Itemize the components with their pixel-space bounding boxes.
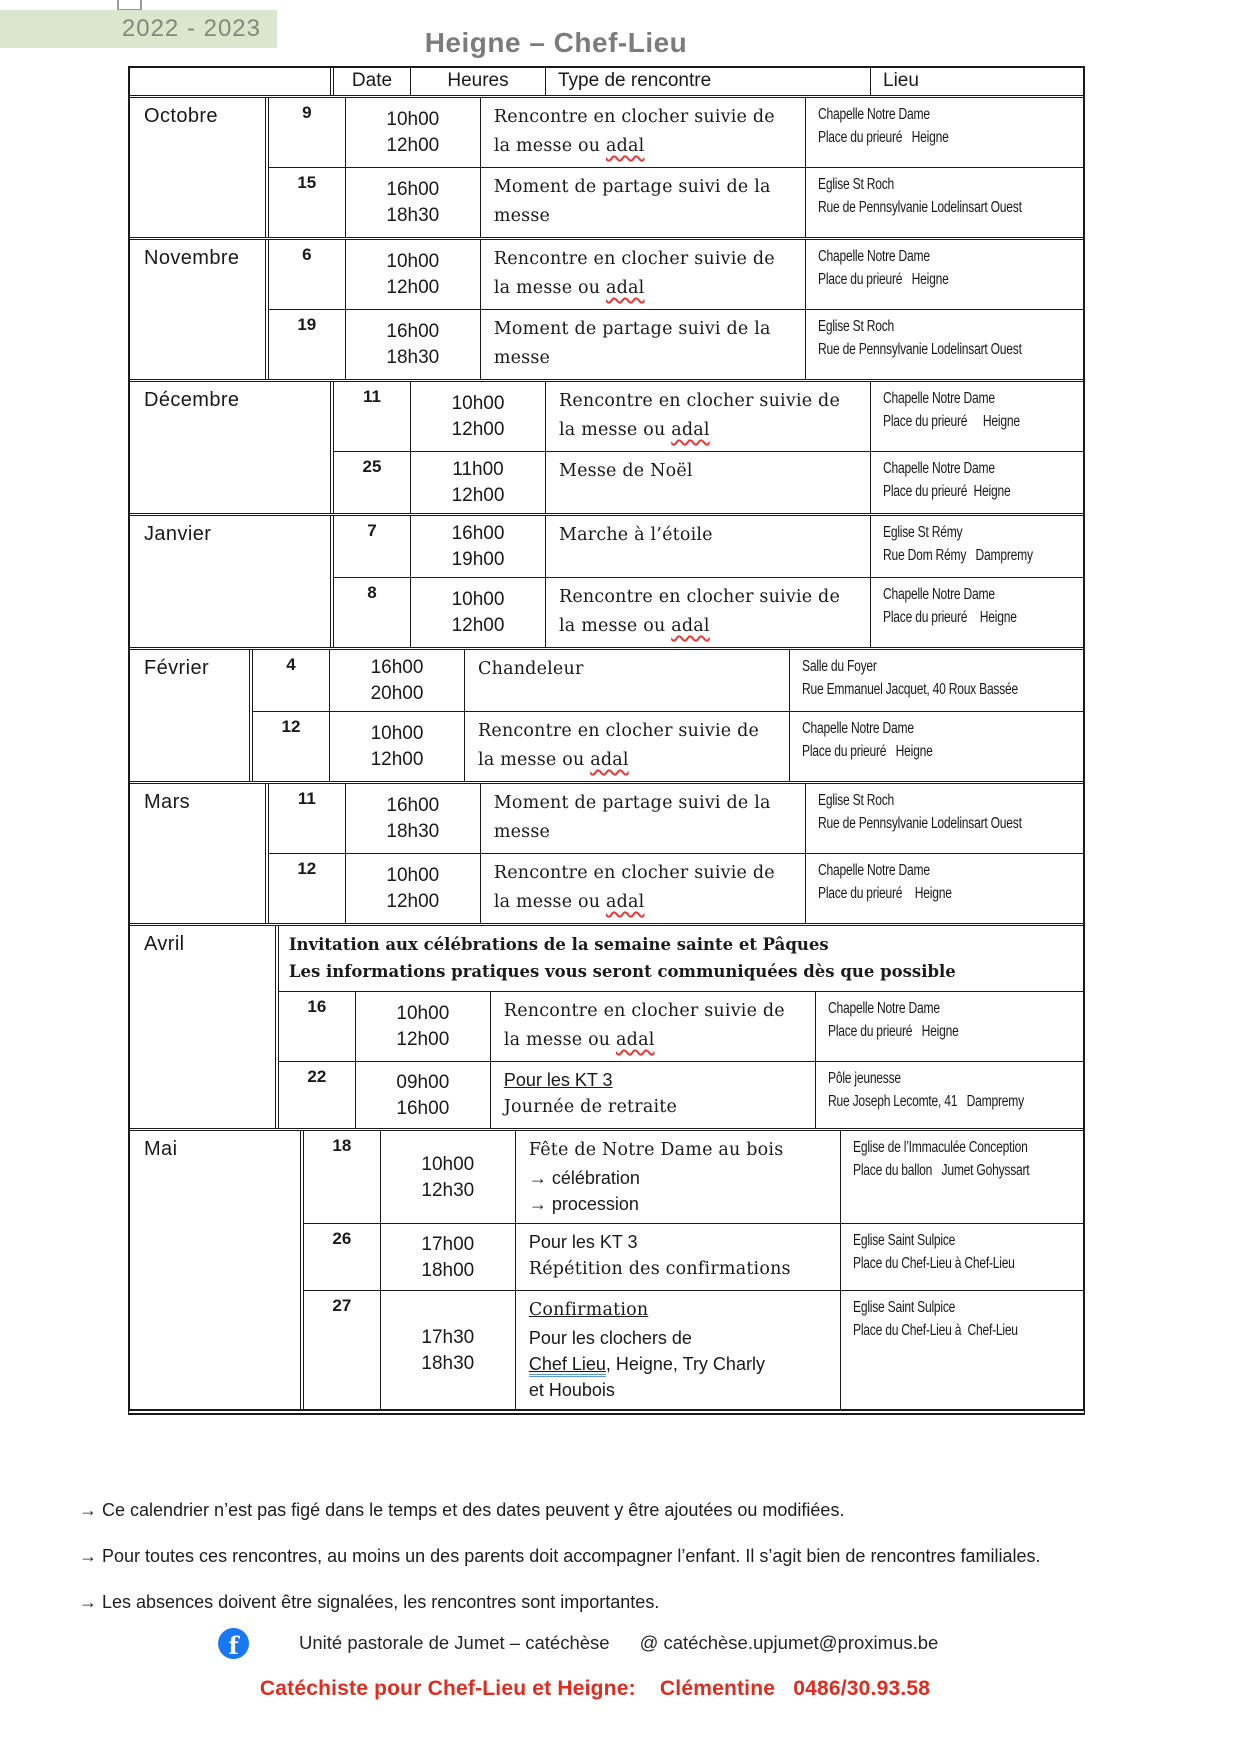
time-value: 18h00 [421, 1259, 475, 1281]
time-cell [381, 1131, 516, 1223]
calendar-table [128, 66, 1085, 1415]
location-line: Place du ballon Jumet Gohyssart [852, 1162, 1030, 1179]
location-cell [806, 310, 1083, 379]
type-line [478, 746, 781, 775]
location-line: Place du Chef-Lieu à Chef-Lieu [852, 1255, 1015, 1272]
time-value: 16h00 [451, 523, 505, 544]
month-label: Octobre [130, 98, 269, 237]
location-line: Rue de Pennsylvanie Lodelinsart Ouest [817, 341, 1022, 358]
type-line [504, 1093, 807, 1122]
month-label: Janvier [130, 516, 334, 647]
type-line [494, 103, 797, 132]
type-line [504, 1067, 807, 1093]
text-segment: Moment de partage suivi de la [493, 177, 771, 197]
location-line: Place du prieuré Heigne [827, 1023, 959, 1040]
event-row [269, 853, 1083, 923]
date-cell: 7 [334, 516, 411, 577]
april-banner [279, 926, 1083, 991]
location-line: Salle du Foyer [802, 658, 877, 675]
event-row [269, 167, 1083, 237]
location-line: Eglise Saint Sulpice [852, 1299, 956, 1316]
time-value: 16h00 [386, 179, 440, 200]
type-line [529, 1255, 832, 1284]
type-line [494, 315, 797, 344]
location-line: Eglise Saint Sulpice [852, 1232, 956, 1249]
location-cell [841, 1131, 1083, 1223]
header-heures: Heures [411, 68, 546, 95]
text-segment: → célébration [528, 1168, 640, 1188]
location-line: Rue de Pennsylvanie Lodelinsart Ouest [817, 815, 1022, 832]
type-line [559, 387, 862, 416]
type-line [529, 1296, 832, 1325]
header-month-empty [130, 68, 334, 95]
location-line: Chapelle Notre Dame [817, 248, 930, 265]
location-line: Place du prieuré Heigne [802, 743, 933, 760]
text-segment: messe [493, 348, 551, 368]
date-cell: 26 [304, 1224, 381, 1290]
time-cell [346, 854, 481, 923]
text-segment: Rencontre en clocher suivie de [559, 391, 841, 411]
time-value: 16h00 [370, 657, 424, 678]
month-group [130, 781, 1083, 923]
event-row [304, 1131, 1083, 1223]
type-line [559, 612, 862, 641]
location-line: Eglise St Roch [817, 176, 894, 193]
year-badge: 2022 - 2023 [0, 10, 277, 48]
event-row [269, 240, 1083, 309]
location-cell [816, 1062, 1083, 1128]
location-line: Place du prieuré Heigne [883, 483, 1011, 500]
location-line: Place du prieuré Heigne [883, 609, 1017, 626]
time-cell [381, 1291, 516, 1409]
type-cell [491, 1062, 816, 1128]
time-value: 16h00 [396, 1097, 450, 1119]
date-cell: 15 [269, 168, 346, 237]
date-cell: 9 [269, 98, 346, 167]
event-row [269, 98, 1083, 167]
time-cell [330, 712, 465, 781]
type-line [494, 344, 797, 373]
type-line [529, 1351, 832, 1377]
type-line [529, 1165, 832, 1191]
time-value: 10h00 [370, 723, 424, 744]
type-cell [465, 712, 790, 781]
time-value: 20h00 [370, 683, 424, 704]
location-cell [871, 452, 1083, 513]
type-cell [546, 578, 871, 647]
type-line [529, 1229, 832, 1255]
time-value: 10h00 [386, 109, 440, 130]
location-cell [806, 784, 1083, 853]
text-segment: Rencontre en clocher suivie de [493, 863, 775, 883]
time-value: 12h00 [386, 277, 440, 298]
text-segment: Rencontre en clocher suivie de [478, 721, 760, 741]
text-segment: Journée de retraite [503, 1097, 678, 1117]
time-cell [356, 992, 491, 1061]
location-line: Rue Dom Rémy Dampremy [883, 547, 1033, 564]
time-value: 10h00 [396, 1003, 450, 1024]
type-line [494, 859, 797, 888]
location-line: Chapelle Notre Dame [827, 1000, 940, 1017]
type-cell [546, 516, 871, 577]
text-segment: la messe ou [559, 616, 672, 636]
date-cell: 25 [334, 452, 411, 513]
month-rows [269, 240, 1083, 379]
month-group [130, 98, 1083, 237]
month-rows [334, 382, 1083, 513]
type-line [529, 1377, 832, 1403]
date-cell: 12 [269, 854, 346, 923]
time-value: 17h30 [421, 1326, 475, 1348]
date-cell: 12 [253, 712, 330, 781]
location-cell [806, 168, 1083, 237]
location-line: Eglise St Roch [817, 318, 894, 335]
location-line: Chapelle Notre Dame [883, 390, 995, 407]
month-rows [334, 516, 1083, 647]
location-line: Pôle jeunesse [827, 1070, 901, 1087]
location-cell [806, 98, 1083, 167]
month-group [130, 647, 1083, 781]
time-value: 18h30 [386, 821, 440, 842]
time-value: 12h00 [451, 485, 505, 506]
location-cell [871, 578, 1083, 647]
location-line: Eglise de l’Immaculée Conception [852, 1139, 1028, 1156]
location-cell [790, 712, 1083, 781]
text-segment: Pour les KT 3 [528, 1232, 638, 1252]
time-cell [411, 382, 546, 451]
time-value: 09h00 [396, 1071, 450, 1093]
event-row [334, 451, 1083, 513]
location-cell [806, 240, 1083, 309]
location-line: Eglise St Rémy [883, 524, 963, 541]
text-segment: messe [493, 822, 551, 842]
time-cell [346, 98, 481, 167]
type-cell [546, 382, 871, 451]
location-cell [871, 382, 1083, 451]
location-line: Place du Chef-Lieu à Chef-Lieu [852, 1322, 1018, 1339]
type-line [494, 245, 797, 274]
date-cell: 4 [253, 650, 330, 711]
location-line: Chapelle Notre Dame [817, 106, 930, 123]
month-rows [253, 650, 1083, 781]
time-value: 10h00 [421, 1153, 475, 1175]
date-cell: 8 [334, 578, 411, 647]
month-label: Mars [130, 784, 269, 923]
event-row [334, 577, 1083, 647]
banner-line: Invitation aux célébrations de la semaine sainte et Pâques [288, 935, 829, 954]
marked-text: Chef Lieu [529, 1354, 606, 1377]
location-line: Chapelle Notre Dame [883, 586, 995, 603]
marked-text: Confirmation [528, 1300, 649, 1320]
time-cell [411, 578, 546, 647]
header-type: Type de rencontre [546, 68, 871, 95]
location-line: Rue Joseph Lecomte, 41 Dampremy [827, 1093, 1024, 1110]
marked-text: Pour les KT 3 [503, 1070, 613, 1090]
location-line: Eglise St Roch [817, 792, 894, 809]
location-cell [816, 992, 1083, 1061]
event-row [304, 1223, 1083, 1290]
date-cell: 16 [279, 992, 356, 1061]
type-line [478, 655, 781, 684]
time-value: 16h00 [386, 795, 440, 816]
marked-text: adal [671, 420, 710, 440]
text-segment: Pour les clochers de [528, 1328, 692, 1348]
time-cell [346, 240, 481, 309]
month-rows [269, 98, 1083, 237]
text-segment: et Houbois [528, 1380, 615, 1400]
event-row [269, 784, 1083, 853]
banner-line: Les informations pratiques vous seront communiquées dès que possible [288, 962, 956, 981]
time-value: 18h30 [421, 1352, 475, 1374]
type-line [529, 1191, 832, 1217]
event-row [279, 991, 1083, 1061]
type-line [559, 583, 862, 612]
date-cell: 18 [304, 1131, 381, 1223]
text-segment: Moment de partage suivi de la [493, 793, 771, 813]
type-line [494, 274, 797, 303]
time-value: 18h30 [386, 347, 440, 368]
location-line: Chapelle Notre Dame [817, 862, 930, 879]
text-segment: Marche à l’étoile [559, 525, 713, 545]
page-title: Heigne – Chef-Lieu [424, 27, 688, 58]
time-value: 17h00 [421, 1233, 475, 1255]
text-segment: la messe ou [559, 420, 672, 440]
time-value: 12h00 [386, 891, 440, 912]
text-segment: Rencontre en clocher suivie de [559, 587, 841, 607]
month-label: Décembre [130, 382, 334, 513]
marked-text: adal [606, 136, 645, 156]
type-line [478, 717, 781, 746]
month-group [130, 1128, 1083, 1409]
type-line [494, 818, 797, 847]
facebook-row [218, 1626, 938, 1660]
event-row [334, 382, 1083, 451]
type-line [559, 457, 862, 486]
month-rows [269, 784, 1083, 923]
text-segment: Moment de partage suivi de la [493, 319, 771, 339]
text-segment: Répétition des confirmations [528, 1259, 791, 1279]
location-cell [790, 650, 1083, 711]
month-label: Avril [130, 926, 279, 1128]
text-segment: Chandeleur [478, 659, 584, 679]
location-cell [841, 1291, 1083, 1409]
month-rows [279, 926, 1083, 1128]
time-value: 10h00 [451, 589, 505, 610]
text-segment: la messe ou [478, 750, 591, 770]
type-cell [481, 168, 806, 237]
month-label: Février [130, 650, 253, 781]
event-row [279, 1061, 1083, 1128]
header-date: Date [334, 68, 411, 95]
text-segment: la messe ou [493, 136, 607, 156]
time-value: 12h00 [386, 135, 440, 156]
event-row [269, 309, 1083, 379]
time-value: 12h30 [421, 1179, 475, 1201]
type-cell [481, 784, 806, 853]
time-cell [381, 1224, 516, 1290]
type-cell [516, 1131, 841, 1223]
time-value: 10h00 [386, 251, 440, 272]
month-group [130, 237, 1083, 379]
time-cell [346, 784, 481, 853]
email-address: @ catéchèse.upjumet@proximus.be [639, 1632, 939, 1653]
type-cell [516, 1224, 841, 1290]
time-cell [411, 452, 546, 513]
type-line [504, 997, 807, 1026]
event-row [253, 711, 1083, 781]
text-segment: la messe ou [493, 278, 607, 298]
event-row [334, 516, 1083, 577]
location-line: Chapelle Notre Dame [802, 720, 914, 737]
text-segment: → procession [528, 1194, 639, 1214]
month-label: Novembre [130, 240, 269, 379]
time-value: 10h00 [451, 393, 505, 414]
type-cell [546, 452, 871, 513]
time-value: 10h00 [386, 865, 440, 886]
time-cell [346, 310, 481, 379]
time-value: 18h30 [386, 205, 440, 226]
type-line [494, 888, 797, 917]
text-segment: Rencontre en clocher suivie de [493, 107, 775, 127]
text-segment: , Heigne, Try Charly [605, 1354, 765, 1374]
marked-text: adal [606, 278, 645, 298]
text-segment: Fête de Notre Dame au bois [528, 1140, 784, 1160]
type-line [494, 789, 797, 818]
date-cell: 11 [269, 784, 346, 853]
time-cell [356, 1062, 491, 1128]
time-value: 16h00 [386, 321, 440, 342]
time-cell [346, 168, 481, 237]
text-segment: Messe de Noël [559, 461, 693, 481]
location-line: Place du prieuré Heigne [817, 271, 949, 288]
type-line [504, 1026, 807, 1055]
time-cell [330, 650, 465, 711]
type-cell [481, 310, 806, 379]
month-group [130, 379, 1083, 513]
month-label: Mai [130, 1131, 304, 1409]
text-segment: Rencontre en clocher suivie de [493, 249, 775, 269]
date-cell: 27 [304, 1291, 381, 1409]
location-line: Place du prieuré Heigne [817, 885, 952, 902]
marked-text: adal [590, 750, 629, 770]
location-line: Chapelle Notre Dame [883, 460, 995, 477]
location-cell [871, 516, 1083, 577]
time-value: 19h00 [451, 549, 505, 570]
type-line [529, 1136, 832, 1165]
type-line [494, 202, 797, 231]
facebook-icon: f [218, 1628, 249, 1659]
note-line: → Ce calendrier n’est pas figé dans le temps et des dates peuvent y être ajoutées ou modifiées. [79, 1500, 845, 1520]
time-value: 12h00 [396, 1029, 450, 1050]
event-row [253, 650, 1083, 711]
header-lieu: Lieu [883, 70, 919, 91]
time-cell [411, 516, 546, 577]
type-line [494, 173, 797, 202]
location-cell [841, 1224, 1083, 1290]
catechist-contact: Catéchiste pour Chef-Lieu et Heigne: Clémentine 0486/30.93.58 [259, 1677, 931, 1700]
time-value: 12h00 [451, 615, 505, 636]
pastoral-unit-label: Unité pastorale de Jumet – catéchèse [299, 1632, 610, 1653]
location-line: Place du prieuré Heigne [817, 129, 949, 146]
date-cell: 11 [334, 382, 411, 451]
note-line: → Pour toutes ces rencontres, au moins un des parents doit accompagner l’enfant. Il s’agit bien de rencontres familiales. [79, 1546, 1041, 1566]
text-segment: la messe ou [493, 892, 607, 912]
marked-text: adal [606, 892, 645, 912]
type-line [494, 132, 797, 161]
time-value: 12h00 [370, 749, 424, 770]
marked-text: adal [616, 1030, 655, 1050]
type-line [559, 521, 862, 550]
location-line: Place du prieuré Heigne [883, 413, 1020, 430]
location-line: Rue de Pennsylvanie Lodelinsart Ouest [817, 199, 1022, 216]
location-cell [806, 854, 1083, 923]
note-line: → Les absences doivent être signalées, les rencontres sont importantes. [79, 1592, 660, 1612]
time-value: 11h00 [452, 459, 504, 480]
type-cell [465, 650, 790, 711]
type-cell [481, 98, 806, 167]
text-segment: la messe ou [503, 1030, 617, 1050]
table-header-row [130, 68, 1083, 98]
month-group [130, 923, 1083, 1128]
date-cell: 6 [269, 240, 346, 309]
type-cell [481, 240, 806, 309]
text-segment: Rencontre en clocher suivie de [503, 1001, 785, 1021]
month-group [130, 513, 1083, 647]
text-segment: messe [493, 206, 551, 226]
type-cell [491, 992, 816, 1061]
type-line [559, 416, 862, 445]
date-cell: 22 [279, 1062, 356, 1128]
type-line [529, 1325, 832, 1351]
type-cell [516, 1291, 841, 1409]
date-cell: 19 [269, 310, 346, 379]
marked-text: adal [671, 616, 710, 636]
location-line: Rue Emmanuel Jacquet, 40 Roux Bassée [802, 681, 1019, 698]
month-rows [304, 1131, 1083, 1409]
event-row [304, 1290, 1083, 1409]
footer-notes [79, 1500, 1199, 1638]
type-cell [481, 854, 806, 923]
table-body [130, 98, 1083, 1409]
time-value: 12h00 [451, 419, 505, 440]
